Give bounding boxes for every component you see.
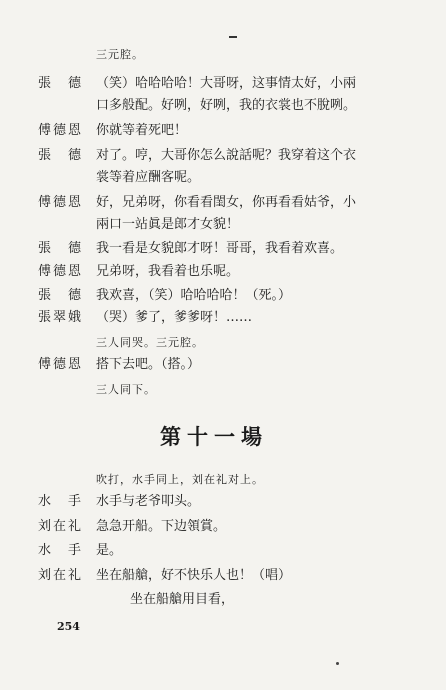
speech: 对了。哼，大哥你怎么說話呢？我穿着这个衣	[96, 148, 357, 163]
top-mark	[229, 36, 237, 38]
dialogue-line	[38, 239, 418, 259]
speech: 是。	[96, 543, 123, 558]
dialogue-line	[38, 541, 418, 561]
dialogue-line	[38, 517, 418, 537]
speaker: 張 德	[38, 288, 84, 303]
speech: （笑）哈哈哈哈！大哥呀，这事情太好，小兩	[96, 76, 357, 91]
speech: 我欢喜，（笑）哈哈哈哈！（死。）	[96, 288, 292, 303]
dialogue-line	[38, 146, 418, 166]
stage-direction: 三元腔。	[96, 48, 144, 61]
speech: 好，兄弟呀，你看看閨女，你再看看姑爷，小	[96, 195, 357, 210]
dialogue-line	[38, 492, 418, 512]
dialogue-line	[38, 121, 418, 141]
speech-continuation: 口多般配。好咧，好咧，我的衣裳也不脫咧。	[96, 98, 357, 113]
speaker: 傅德恩	[38, 357, 84, 372]
speech: 你就等着死吧！	[96, 123, 188, 138]
dialogue-line	[38, 566, 418, 586]
page-number: 254	[57, 620, 80, 633]
speech: 坐在船艙，好不快乐人也！（唱）	[96, 568, 292, 583]
speaker: 張 德	[38, 148, 84, 163]
speech-continuation: 兩口一站眞是郎才女貌！	[96, 217, 240, 232]
speaker: 張翠娥	[38, 310, 84, 325]
speaker: 水 手	[38, 494, 84, 509]
dialogue-line	[38, 193, 418, 213]
stage-direction: 吹打，水手同上，刘在礼对上。	[96, 473, 264, 486]
stage-direction: 三人同下。	[96, 383, 156, 396]
speaker: 傅德恩	[38, 264, 84, 279]
speaker: 刘在礼	[38, 519, 84, 534]
speech-continuation: 裳等着应酬客呢。	[96, 170, 201, 185]
speech: 水手与老爷叩头。	[96, 494, 201, 509]
speaker: 傅德恩	[38, 123, 84, 138]
speaker: 水 手	[38, 543, 84, 558]
speaker: 張 德	[38, 76, 84, 91]
speech: 我一看是女貌郎才呀！哥哥，我看着欢喜。	[96, 241, 344, 256]
speech: 急急开船。下边領賞。	[96, 519, 227, 534]
stage-direction: 三人同哭。三元腔。	[96, 336, 204, 349]
dialogue-line	[38, 262, 418, 282]
speaker: 傅德恩	[38, 195, 84, 210]
dialogue-line	[38, 286, 418, 306]
song-line: 坐在船艙用目看，	[130, 592, 235, 607]
speech: 兄弟呀，我看着也乐呢。	[96, 264, 240, 279]
speaker: 刘在礼	[38, 568, 84, 583]
dialogue-line	[38, 355, 418, 375]
speck	[336, 662, 339, 665]
speech: 搭下去吧。（搭。）	[96, 357, 201, 372]
speaker: 張 德	[38, 241, 84, 256]
dialogue-line	[38, 308, 418, 328]
speech: （哭）爹了，爹爹呀！……	[96, 310, 253, 325]
scene-title: 第十一場	[160, 424, 268, 449]
dialogue-line	[38, 74, 418, 94]
